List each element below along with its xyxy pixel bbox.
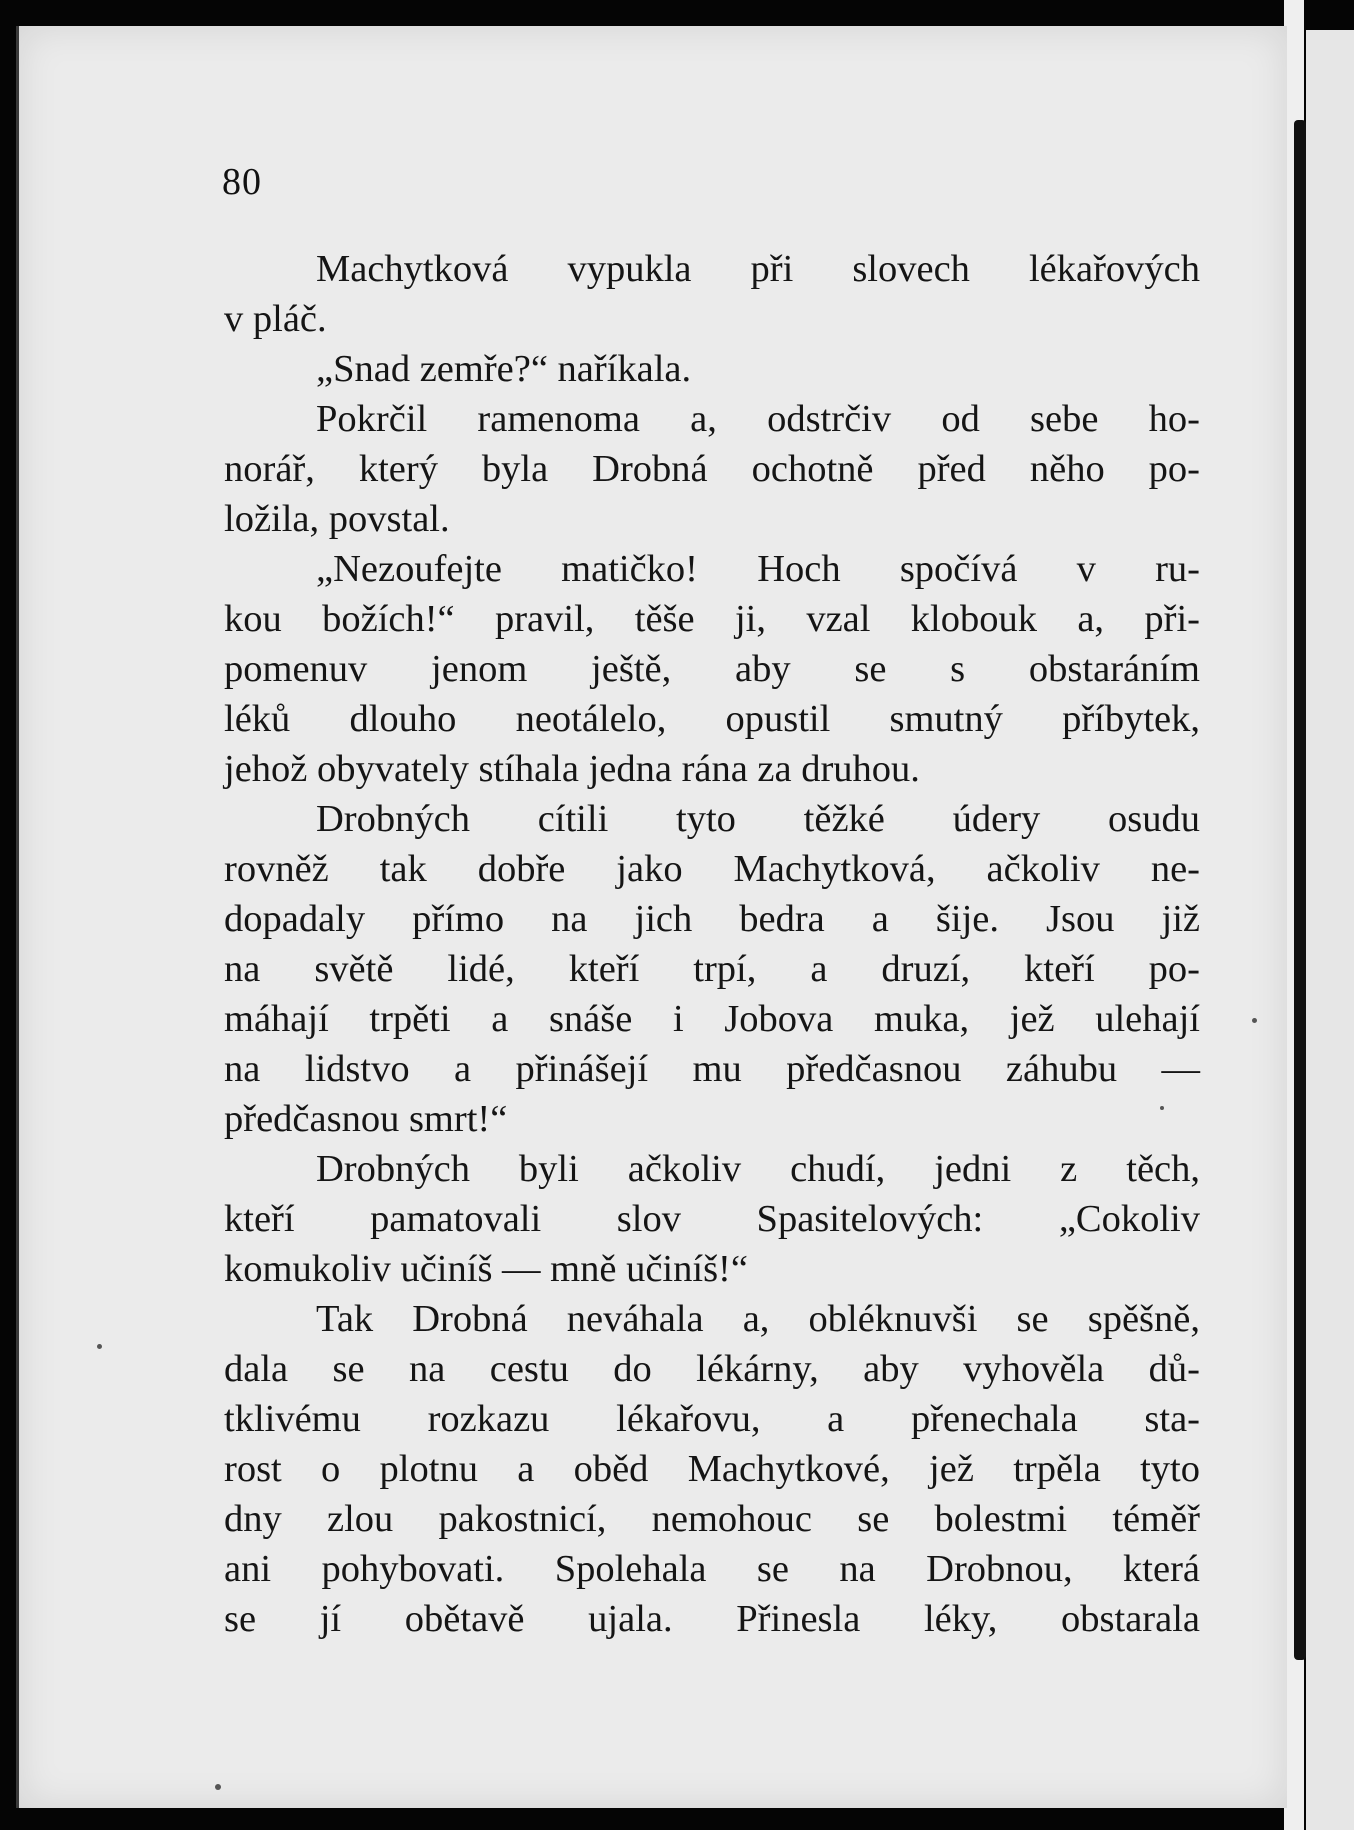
body-text [224, 244, 1200, 1644]
text-line: dny zlou pakostnicí, nemohouc se bolestmi téměř [224, 1498, 1200, 1540]
book-spine [1294, 120, 1306, 1660]
scan-speck [1160, 1106, 1164, 1110]
text-line: dala se na cestu do lékárny, aby vyhověla dů- [224, 1348, 1200, 1390]
text-line: rovněž tak dobře jako Machytková, ačkoliv ne- [224, 848, 1200, 890]
page-number: 80 [222, 161, 262, 203]
text-line: norář, který byla Drobná ochotně před něho po- [224, 448, 1200, 490]
next-page-strip [1306, 30, 1354, 1830]
text-line: komukoliv učiníš — mně učiníš!“ [224, 1248, 748, 1290]
text-line: léků dlouho neotálelo, opustil smutný příbytek, [224, 698, 1200, 740]
text-line: máhají trpěti a snáše i Jobova muka, jež ulehají [224, 998, 1200, 1040]
text-line: „Snad zemře?“ naříkala. [316, 348, 692, 390]
scan-speck [97, 1344, 102, 1349]
text-line: tklivému rozkazu lékařovu, a přenechala sta- [224, 1398, 1200, 1440]
text-line: ložila, povstal. [224, 498, 450, 540]
text-line: na lidstvo a přinášejí mu předčasnou záhubu — [224, 1048, 1200, 1090]
text-line: kteří pamatovali slov Spasitelových: „Cokoliv [224, 1198, 1200, 1240]
text-line: Drobných byli ačkoliv chudí, jedni z těch, [316, 1148, 1200, 1190]
text-line: Pokrčil ramenoma a, odstrčiv od sebe ho- [316, 398, 1200, 440]
text-line: dopadaly přímo na jich bedra a šije. Jsou již [224, 898, 1200, 940]
text-line: „Nezoufejte matičko! Hoch spočívá v ru- [316, 548, 1200, 590]
text-line: Tak Drobná neváhala a, obléknuvši se spěšně, [316, 1298, 1200, 1340]
text-line: rost o plotnu a oběd Machytkové, jež trpěla tyto [224, 1448, 1200, 1490]
scan-speck [215, 1784, 221, 1790]
scan-speck [1252, 1018, 1257, 1023]
text-line: předčasnou smrt!“ [224, 1098, 508, 1140]
text-line: se jí obětavě ujala. Přinesla léky, obstarala [224, 1598, 1200, 1640]
text-line: v pláč. [224, 298, 327, 340]
text-line: jehož obyvately stíhala jedna rána za druhou. [224, 748, 920, 790]
text-line: pomenuv jenom ještě, aby se s obstaráním [224, 648, 1200, 690]
text-line: ani pohybovati. Spolehala se na Drobnou, která [224, 1548, 1200, 1590]
text-line: kou božích!“ pravil, těše ji, vzal klobouk a, při- [224, 598, 1200, 640]
text-line: na světě lidé, kteří trpí, a druzí, kteří po- [224, 948, 1200, 990]
text-line: Drobných cítili tyto těžké údery osudu [316, 798, 1200, 840]
text-line: Machytková vypukla při slovech lékařových [316, 248, 1200, 290]
